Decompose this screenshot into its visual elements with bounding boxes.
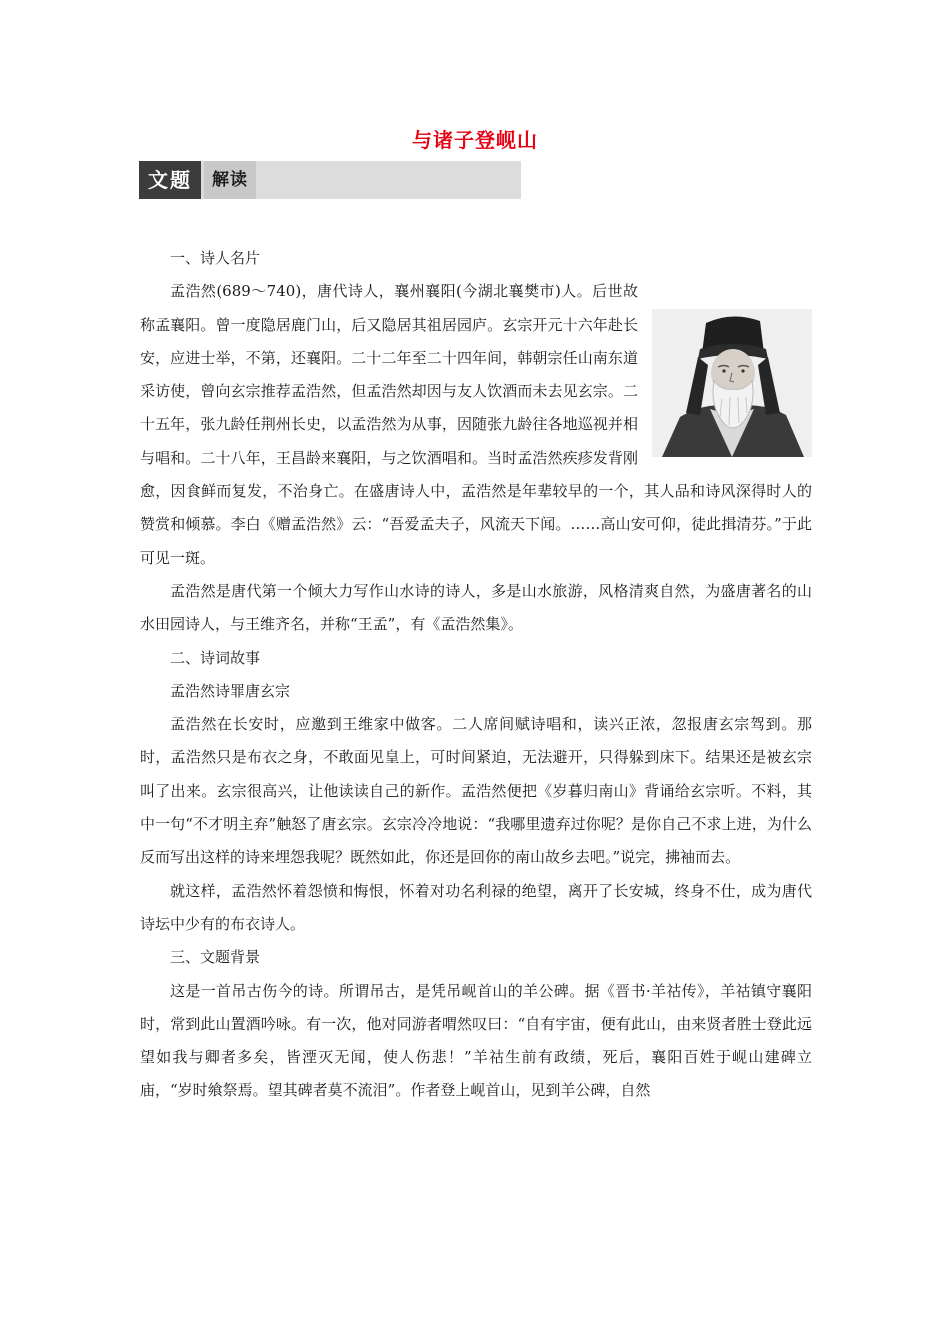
section-heading-background: 三、文题背景 — [170, 948, 261, 967]
banner-sub-label: 解读 — [204, 161, 256, 199]
story-title: 孟浩然诗罪唐玄宗 — [170, 681, 291, 700]
section-banner — [139, 161, 521, 199]
paragraph-story: 孟浩然在长安时，应邀到王维家中做客。二人席间赋诗唱和，读兴正浓，忽报唐玄宗驾到。那时，孟浩然只是布衣之身，不敢面见皇上，可时间紧迫，无法避开，只得躲到床下。结果还是被玄宗叫了出来。玄宗很高兴，让他读读自己的新作。孟浩然便把《岁暮归南山》背诵给玄宗听。不料，其中一句“不才明主弃”触怒了唐玄宗。玄宗冷冷地说：“我哪里遗弃过你呢？是你自己不求上进，为什么反而写出这样的诗来埋怨我呢？既然如此，你还是回你的南山故乡去吧。”说完，拂袖而去。 — [140, 715, 812, 867]
paragraph-biography: 孟浩然(689～740)，唐代诗人，襄州襄阳(今湖北襄樊市)人。后世故称孟襄阳。曾一度隐居鹿门山，后又隐居其祖居园庐。玄宗开元十六年赴长安，应进士举，不第，还襄阳。二十二年至二十四年间，韩朝宗任山南东道采访使，曾向玄宗推荐孟浩然，但孟浩然却因与友人饮酒而未去见玄宗。二十五年，张九龄任荆州长史，以孟浩然为从事，因随张九龄往各地巡视并相与唱和。二十八年，王昌龄来襄阳，与之饮酒唱和。当时孟浩然疾疹发背刚愈，因食鲜而复发，不治身亡。在盛唐诗人中，孟浩然是年辈较早的一个，其人品和诗风深得时人的赞赏和倾慕。李白《赠孟浩然》云：“吾爱孟夫子，风流天下闻。……高山安可仰，徒此揖清芬。”于此可见一斑。 — [140, 282, 812, 567]
section-heading-poet: 一、诗人名片 — [170, 249, 261, 267]
portrait-illustration — [652, 309, 812, 457]
paragraph-story-ending: 就这样，孟浩然怀着怨愤和悔恨，怀着对功名利禄的绝望，离开了长安城，终身不仕，成为唐代诗坛中少有的布衣诗人。 — [140, 881, 812, 933]
document-title: 与诸子登岘山 — [412, 128, 538, 152]
paragraph-style: 孟浩然是唐代第一个倾大力写作山水诗的诗人，多是山水旅游，风格清爽自然，为盛唐著名的山水田园诗人，与王维齐名，并称“王孟”，有《孟浩然集》。 — [140, 581, 812, 634]
banner-main-label: 文题 — [139, 161, 201, 199]
paragraph-background: 这是一首吊古伤今的诗。所谓吊古，是凭吊岘首山的羊公碑。据《晋书·羊祜传》，羊祜镇守襄阳时，常到此山置酒吟咏。有一次，他对同游者喟然叹曰：“自有宇宙，便有此山，由来贤者胜士登此远望如我与卿者多矣，皆湮灭无闻，使人伤悲！”羊祜生前有政绩，死后，襄阳百姓于岘山建碑立庙，“岁时飨祭焉。望其碑者莫不流泪”。作者登上岘首山，见到羊公碑，自然 — [140, 981, 812, 1100]
document-body — [140, 242, 812, 1108]
poet-portrait-image — [652, 309, 812, 457]
section-heading-story: 二、诗词故事 — [170, 648, 261, 667]
